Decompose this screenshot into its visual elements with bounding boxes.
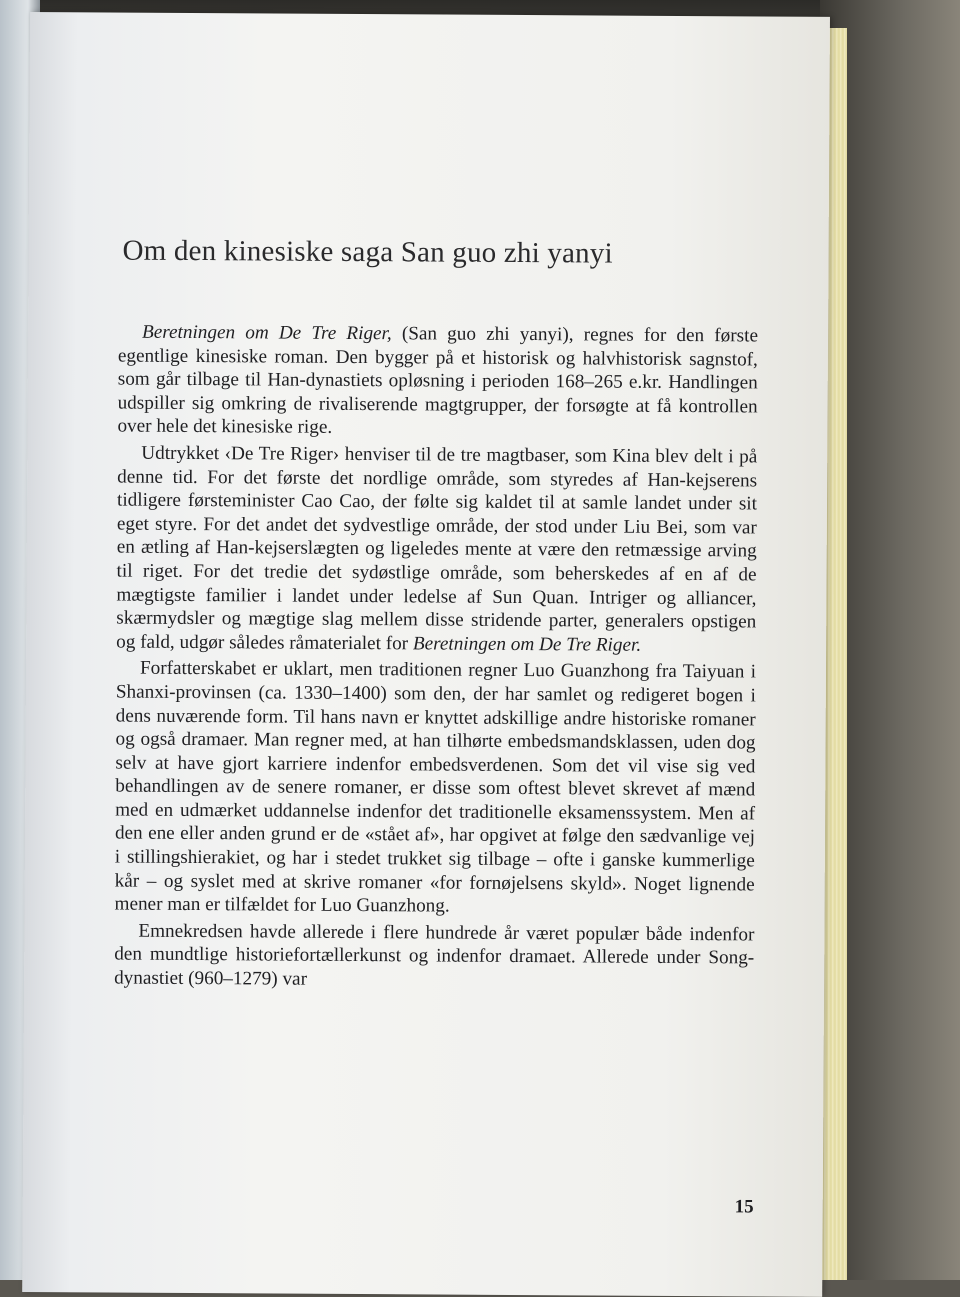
paragraph-text: Emnekredsen havde allerede i flere hundrede år været populær både indenfor den mundtlige historiefortællerkunst og indenfor dramaet. Allerede under Song-dynastiet (960–1279) var	[114, 920, 755, 990]
paragraph-2	[116, 442, 757, 658]
italic-book-title: Beretningen om De Tre Riger.	[412, 633, 642, 656]
paragraph-text: Udtrykket ‹De Tre Riger› henviser til de tre magtbaser, som Kina blev delt i på denne tid. For det første det nordlige område, som styredes af Han-kejserens tidligere førsteminister Cao Cao, der følte sig kaldet til at samle landet under sit eget styre. For det andet det sydvestlige område, der stod under Liu Bei, som var en ætling af Han-kejserslægten og ligeledes mente at være den retmæssige arving til riget. For det tredie det sydøstlige område, som beherskedes af en af de mægtigste familier i landet under ledelse af Sun Quan. Intriger og alliancer, skærmydsler og mægtige slag mellem disse stridende parter, generalers opstigen og fald, udgør således råmaterialet for	[116, 442, 758, 655]
paragraph-text: Forfatterskabet er uklart, men traditionen regner Luo Guanzhong fra Taiyuan i Shanxi-provinsen (ca. 1330–1400) som den, der har samlet og redigeret bogen i dens nuværende form. Til hans navn er knyttet adskillige andre historiske romaner og også dramaer. Man regner med, at han tilhørte embedsmandsklassen, uden dog selv at have gjort karriere indenfor embedsverdenen. Som det vil vise sig ved behandlingen av de senere romaner, er disse som oftest blevet skrevet af mænd med en udmærket uddannelse indenfor det traditionelle eksamenssystem. Men af den ene eller anden grund er de «stået af», har opgivet at følge den sædvanlige vej i stillingshierakiet, og har i stedet trukket sig tilbage – ofte i ganske kummerlige kår – og syslet med at skrive romaner «for fornøjelsens skyld». Noget lignende mener man er tilfældet for Luo Guanzhong.	[114, 657, 757, 917]
page-number: 15	[734, 1196, 754, 1218]
chapter-title: Om den kinesiske saga San guo zhi yanyi	[122, 234, 613, 270]
paragraph-1	[117, 321, 758, 443]
paragraph-4	[114, 919, 754, 994]
body-text	[114, 321, 758, 995]
italic-book-title: Beretningen om De Tre Riger,	[141, 321, 392, 345]
paragraph-text: (San guo zhi yanyi), regnes for den første egentlige kinesiske roman. Den bygger på et historisk og halvhistorisk sagnstof, som går tilbage til Han-dynastiets opløsning i perioden 168–265 e.kr. Handlingen udspiller sig omkring de rivaliserende magtgrupper, der forsøgte at få kontrollen over hele det kinesiske rige.	[117, 323, 759, 439]
paragraph-3	[114, 657, 756, 920]
book-page	[22, 12, 830, 1297]
